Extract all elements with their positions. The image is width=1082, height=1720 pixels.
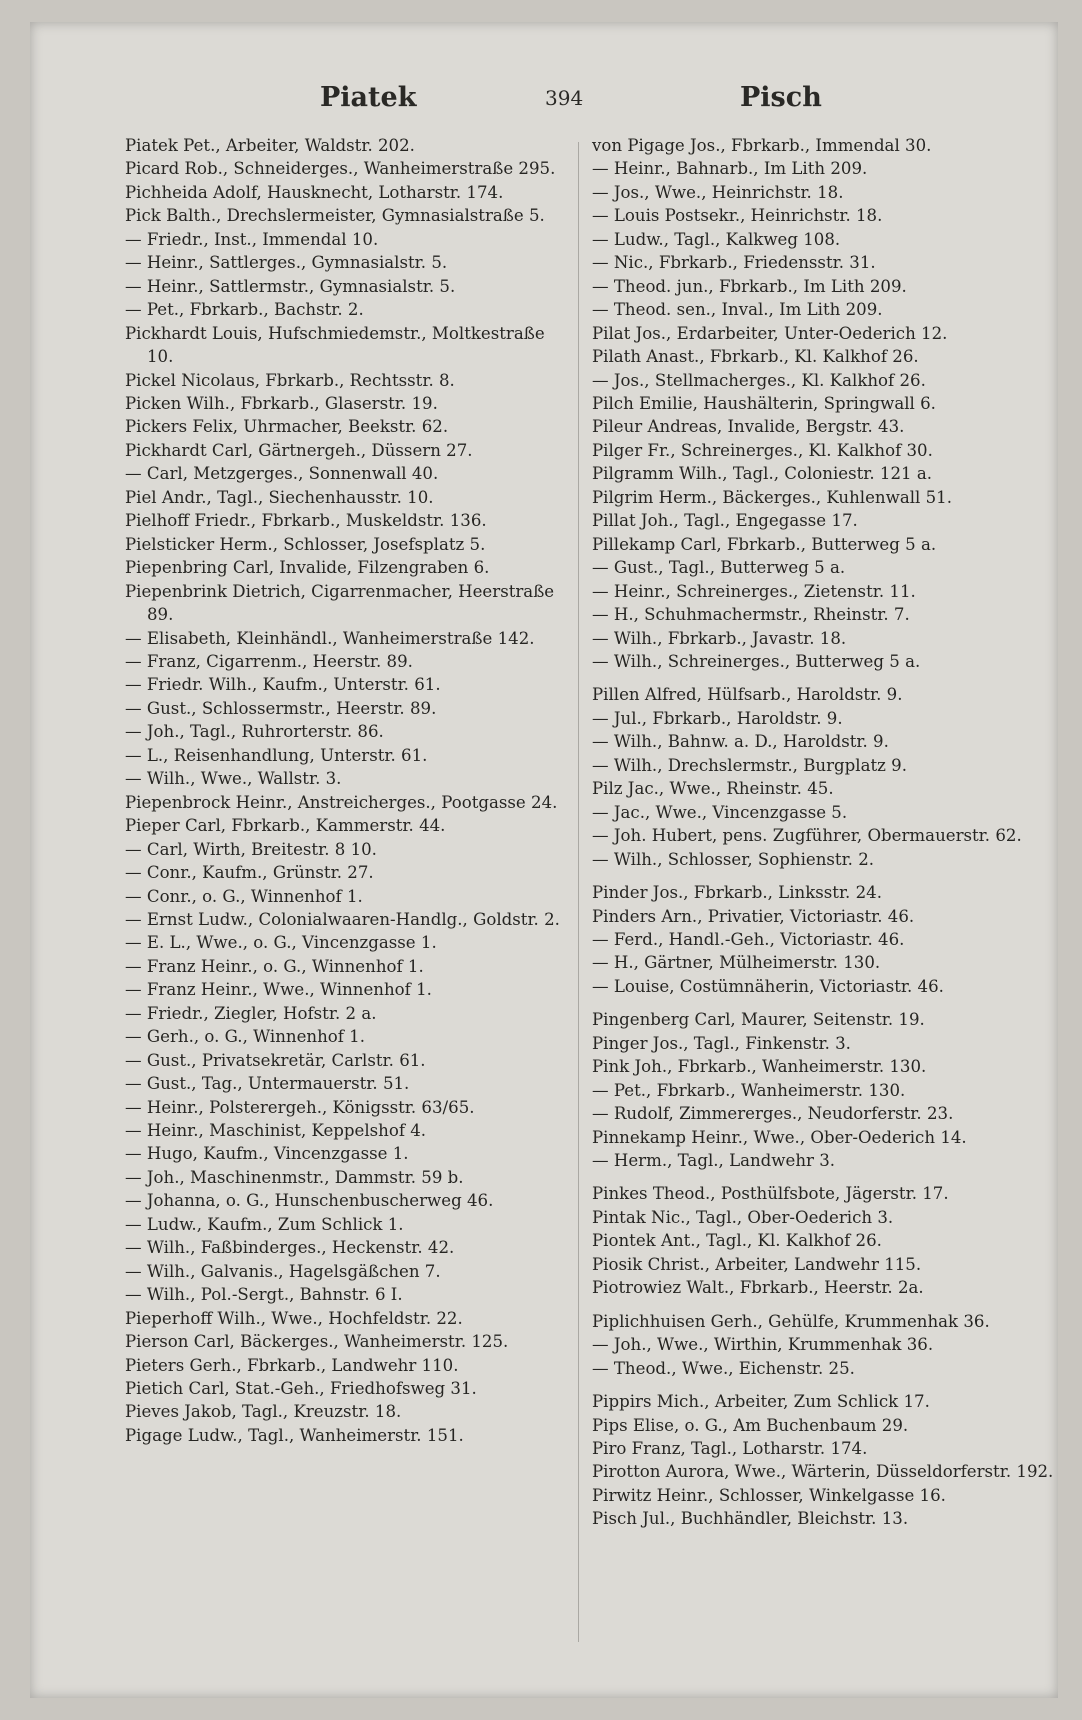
directory-entry: Pickers Felix, Uhrmacher, Beekstr. 62.	[125, 417, 449, 437]
directory-entry: Piplichhuisen Gerh., Gehülfe, Krummenhak 36.	[592, 1311, 990, 1331]
directory-entry: Picken Wilh., Fbrkarb., Glaserstr. 19.	[125, 393, 438, 413]
directory-entry: Pilch Emilie, Haushälterin, Springwall 6.	[592, 393, 936, 413]
directory-entry: Piepenbrink Dietrich, Cigarrenmacher, Heerstraße 89.	[125, 581, 555, 625]
directory-entry: Pieves Jakob, Tagl., Kreuzstr. 18.	[125, 1402, 402, 1422]
directory-entry: Pink Joh., Fbrkarb., Wanheimerstr. 130.	[592, 1057, 927, 1077]
directory-entry: Pilgramm Wilh., Tagl., Coloniestr. 121 a.	[592, 464, 933, 484]
directory-entry: — Franz Heinr., Wwe., Winnenhof 1.	[125, 980, 432, 1000]
directory-entry: — Pet., Fbrkarb., Wanheimerstr. 130.	[592, 1080, 906, 1100]
directory-page	[30, 22, 1058, 1698]
directory-entry: Piatek Pet., Arbeiter, Waldstr. 202.	[125, 136, 415, 155]
directory-entry: — Wilh., Bahnw. a. D., Haroldstr. 9.	[592, 732, 889, 752]
directory-entry: — Franz Heinr., o. G., Winnenhof 1.	[125, 956, 424, 976]
directory-entry: — Heinr., Polsterergeh., Königsstr. 63/65.	[125, 1097, 475, 1117]
directory-entry: — E. L., Wwe., o. G., Vincenzgasse 1.	[125, 933, 437, 953]
directory-entry: Pieper Carl, Fbrkarb., Kammerstr. 44.	[125, 816, 446, 836]
directory-entry: — Louis Postsekr., Heinrichstr. 18.	[592, 206, 883, 226]
directory-entry: — Friedr., Inst., Immendal 10.	[125, 229, 379, 249]
directory-entry: Pick Balth., Drechslermeister, Gymnasialstraße 5.	[125, 206, 545, 226]
directory-entry: — Theod. jun., Fbrkarb., Im Lith 209.	[592, 276, 907, 296]
directory-entry: — L., Reisenhandlung, Unterstr. 61.	[125, 745, 428, 765]
directory-entry: — Ludw., Tagl., Kalkweg 108.	[592, 229, 841, 249]
directory-entry: — Jul., Fbrkarb., Haroldstr. 9.	[592, 708, 843, 728]
directory-entry: Piel Andr., Tagl., Siechenhausstr. 10.	[125, 487, 434, 507]
directory-entry: Pinkes Theod., Posthülfsbote, Jägerstr. 17.	[592, 1184, 949, 1204]
directory-entry: — Nic., Fbrkarb., Friedensstr. 31.	[592, 253, 876, 273]
directory-entry: — Gust., Tag., Untermauerstr. 51.	[125, 1074, 410, 1094]
directory-entry: Pilger Fr., Schreinerges., Kl. Kalkhof 30.	[592, 440, 933, 460]
directory-entry: Pirwitz Heinr., Schlosser, Winkelgasse 16.	[592, 1485, 946, 1505]
directory-entry: von Pigage Jos., Fbrkarb., Immendal 30.	[592, 136, 932, 155]
right-column	[592, 134, 1062, 1531]
directory-entry: — Heinr., Schreinerges., Zietenstr. 11.	[592, 581, 916, 601]
directory-entry: — Gust., Schlossermstr., Heerstr. 89.	[125, 698, 437, 718]
directory-entry: Piosik Christ., Arbeiter, Landwehr 115.	[592, 1254, 922, 1274]
directory-entry: — Jos., Wwe., Heinrichstr. 18.	[592, 182, 844, 202]
directory-entry: — Theod. sen., Inval., Im Lith 209.	[592, 300, 883, 320]
directory-entry: — Wilh., Faßbinderges., Heckenstr. 42.	[125, 1238, 455, 1258]
directory-entry: — Wilh., Galvanis., Hagelsgäßchen 7.	[125, 1261, 441, 1281]
directory-entry: — Franz, Cigarrenm., Heerstr. 89.	[125, 651, 413, 671]
directory-entry: — Jos., Stellmacherges., Kl. Kalkhof 26.	[592, 370, 926, 390]
directory-entry: Pieperhoff Wilh., Wwe., Hochfeldstr. 22.	[125, 1308, 463, 1328]
directory-entry: — Wilh., Wwe., Wallstr. 3.	[125, 769, 342, 789]
directory-entry: — Herm., Tagl., Landwehr 3.	[592, 1151, 836, 1171]
directory-entry: — Friedr., Ziegler, Hofstr. 2 a.	[125, 1003, 377, 1023]
directory-entry: Pirotton Aurora, Wwe., Wärterin, Düsseldorferstr. 192.	[592, 1462, 1054, 1482]
directory-entry: Pilz Jac., Wwe., Rheinstr. 45.	[592, 779, 834, 799]
directory-entry: — Rudolf, Zimmererges., Neudorferstr. 23.	[592, 1104, 954, 1124]
directory-entry: Pillen Alfred, Hülfsarb., Haroldstr. 9.	[592, 685, 903, 705]
directory-entry: Pingenberg Carl, Maurer, Seitenstr. 19.	[592, 1010, 925, 1030]
column-divider	[578, 142, 579, 1642]
directory-entry: Pillekamp Carl, Fbrkarb., Butterweg 5 a.	[592, 534, 937, 554]
directory-entry: — Heinr., Sattlermstr., Gymnasialstr. 5.	[125, 276, 456, 296]
directory-entry: — Pet., Fbrkarb., Bachstr. 2.	[125, 300, 364, 320]
directory-entry: — Theod., Wwe., Eichenstr. 25.	[592, 1358, 855, 1378]
directory-entry: Piepenbrock Heinr., Anstreicherges., Pootgasse 24.	[125, 792, 558, 812]
directory-entry: — H., Schuhmachermstr., Rheinstr. 7.	[592, 605, 910, 625]
directory-entry: — Johanna, o. G., Hunschenbuscherweg 46.	[125, 1191, 494, 1211]
directory-entry: Pickhardt Louis, Hufschmiedemstr., Moltkestraße 10.	[125, 323, 545, 367]
page-header	[30, 82, 1058, 118]
directory-entry: — Joh., Tagl., Ruhrorterstr. 86.	[125, 722, 384, 742]
directory-entry: — Elisabeth, Kleinhändl., Wanheimerstraße 142.	[125, 628, 535, 648]
directory-entry: — Joh., Wwe., Wirthin, Krummenhak 36.	[592, 1335, 934, 1355]
header-left-word: Piatek	[320, 82, 417, 113]
directory-entry: Pickhardt Carl, Gärtnergeh., Düssern 27.	[125, 440, 473, 460]
directory-entry: — Hugo, Kaufm., Vincenzgasse 1.	[125, 1144, 409, 1164]
directory-entry: Pinger Jos., Tagl., Finkenstr. 3.	[592, 1033, 851, 1053]
directory-entry: — Ludw., Kaufm., Zum Schlick 1.	[125, 1214, 404, 1234]
directory-entry: Pinder Jos., Fbrkarb., Linksstr. 24.	[592, 883, 883, 903]
directory-entry: — Heinr., Bahnarb., Im Lith 209.	[592, 159, 868, 179]
directory-entry: — Ferd., Handl.-Geh., Victoriastr. 46.	[592, 929, 905, 949]
directory-entry: — Friedr. Wilh., Kaufm., Unterstr. 61.	[125, 675, 441, 695]
directory-entry: Pilat Jos., Erdarbeiter, Unter-Oederich 12.	[592, 323, 948, 343]
directory-entry: Pigage Ludw., Tagl., Wanheimerstr. 151.	[125, 1425, 464, 1445]
directory-entry: Piepenbring Carl, Invalide, Filzengraben 6.	[125, 558, 490, 578]
directory-entry: Pichheida Adolf, Hausknecht, Lotharstr. 174.	[125, 182, 504, 202]
directory-entry: — Jac., Wwe., Vincenzgasse 5.	[592, 802, 848, 822]
directory-entry: Picard Rob., Schneiderges., Wanheimerstraße 295.	[125, 159, 556, 179]
directory-entry: — Louise, Costümnäherin, Victoriastr. 46.	[592, 976, 944, 996]
directory-entry: Piontek Ant., Tagl., Kl. Kalkhof 26.	[592, 1231, 882, 1251]
directory-entry: — Heinr., Sattlerges., Gymnasialstr. 5.	[125, 253, 448, 273]
directory-entry: Pilath Anast., Fbrkarb., Kl. Kalkhof 26.	[592, 347, 919, 367]
directory-entry: — Conr., Kaufm., Grünstr. 27.	[125, 863, 374, 883]
directory-entry: Pippirs Mich., Arbeiter, Zum Schlick 17.	[592, 1392, 930, 1412]
directory-entry: — Gust., Tagl., Butterweg 5 a.	[592, 558, 846, 578]
directory-entry: — Carl, Metzgerges., Sonnenwall 40.	[125, 464, 439, 484]
directory-entry: Pileur Andreas, Invalide, Bergstr. 43.	[592, 417, 905, 437]
directory-entry: — H., Gärtner, Mülheimerstr. 130.	[592, 953, 881, 973]
directory-entry: Pillat Joh., Tagl., Engegasse 17.	[592, 511, 858, 531]
directory-entry: — Carl, Wirth, Breitestr. 8 10.	[125, 839, 377, 859]
header-right-word: Pisch	[740, 82, 822, 113]
directory-entry: — Ernst Ludw., Colonialwaaren-Handlg., Goldstr. 2.	[125, 909, 560, 929]
directory-entry: — Joh., Maschinenmstr., Dammstr. 59 b.	[125, 1167, 464, 1187]
directory-entry: Pietich Carl, Stat.-Geh., Friedhofsweg 31.	[125, 1379, 477, 1399]
directory-entry: — Gerh., o. G., Winnenhof 1.	[125, 1027, 366, 1047]
directory-entry: — Wilh., Drechslermstr., Burgplatz 9.	[592, 755, 907, 775]
directory-entry: Piotrowiez Walt., Fbrkarb., Heerstr. 2a.	[592, 1278, 924, 1298]
directory-entry: — Conr., o. G., Winnenhof 1.	[125, 886, 363, 906]
directory-entry: Pielsticker Herm., Schlosser, Josefsplatz 5.	[125, 534, 486, 554]
directory-entry: — Wilh., Schreinerges., Butterweg 5 a.	[592, 651, 921, 671]
directory-entry: — Heinr., Maschinist, Keppelshof 4.	[125, 1121, 427, 1141]
directory-entry: Pisch Jul., Buchhändler, Bleichstr. 13.	[592, 1509, 909, 1529]
directory-entry: Pinnekamp Heinr., Wwe., Ober-Oederich 14.	[592, 1127, 967, 1147]
page-number: 394	[545, 86, 584, 110]
directory-entry: Piro Franz, Tagl., Lotharstr. 174.	[592, 1439, 868, 1459]
directory-entry: — Joh. Hubert, pens. Zugführer, Obermauerstr. 62.	[592, 826, 1022, 846]
directory-entry: Pieters Gerh., Fbrkarb., Landwehr 110.	[125, 1355, 459, 1375]
directory-entry: Pips Elise, o. G., Am Buchenbaum 29.	[592, 1415, 909, 1435]
directory-entry: Pielhoff Friedr., Fbrkarb., Muskeldstr. 136.	[125, 511, 487, 531]
directory-entry: — Wilh., Pol.-Sergt., Bahnstr. 6 I.	[125, 1285, 403, 1305]
directory-entry: Pinders Arn., Privatier, Victoriastr. 46.	[592, 906, 915, 926]
directory-entry: Pilgrim Herm., Bäckerges., Kuhlenwall 51.	[592, 487, 952, 507]
directory-entry: — Wilh., Fbrkarb., Javastr. 18.	[592, 628, 847, 648]
directory-entry: — Wilh., Schlosser, Sophienstr. 2.	[592, 849, 875, 869]
directory-entry: — Gust., Privatsekretär, Carlstr. 61.	[125, 1050, 426, 1070]
directory-entry: Pierson Carl, Bäckerges., Wanheimerstr. 125.	[125, 1332, 509, 1352]
left-column	[125, 134, 565, 1447]
directory-entry: Pintak Nic., Tagl., Ober-Oederich 3.	[592, 1207, 894, 1227]
directory-entry: Pickel Nicolaus, Fbrkarb., Rechtsstr. 8.	[125, 370, 455, 390]
